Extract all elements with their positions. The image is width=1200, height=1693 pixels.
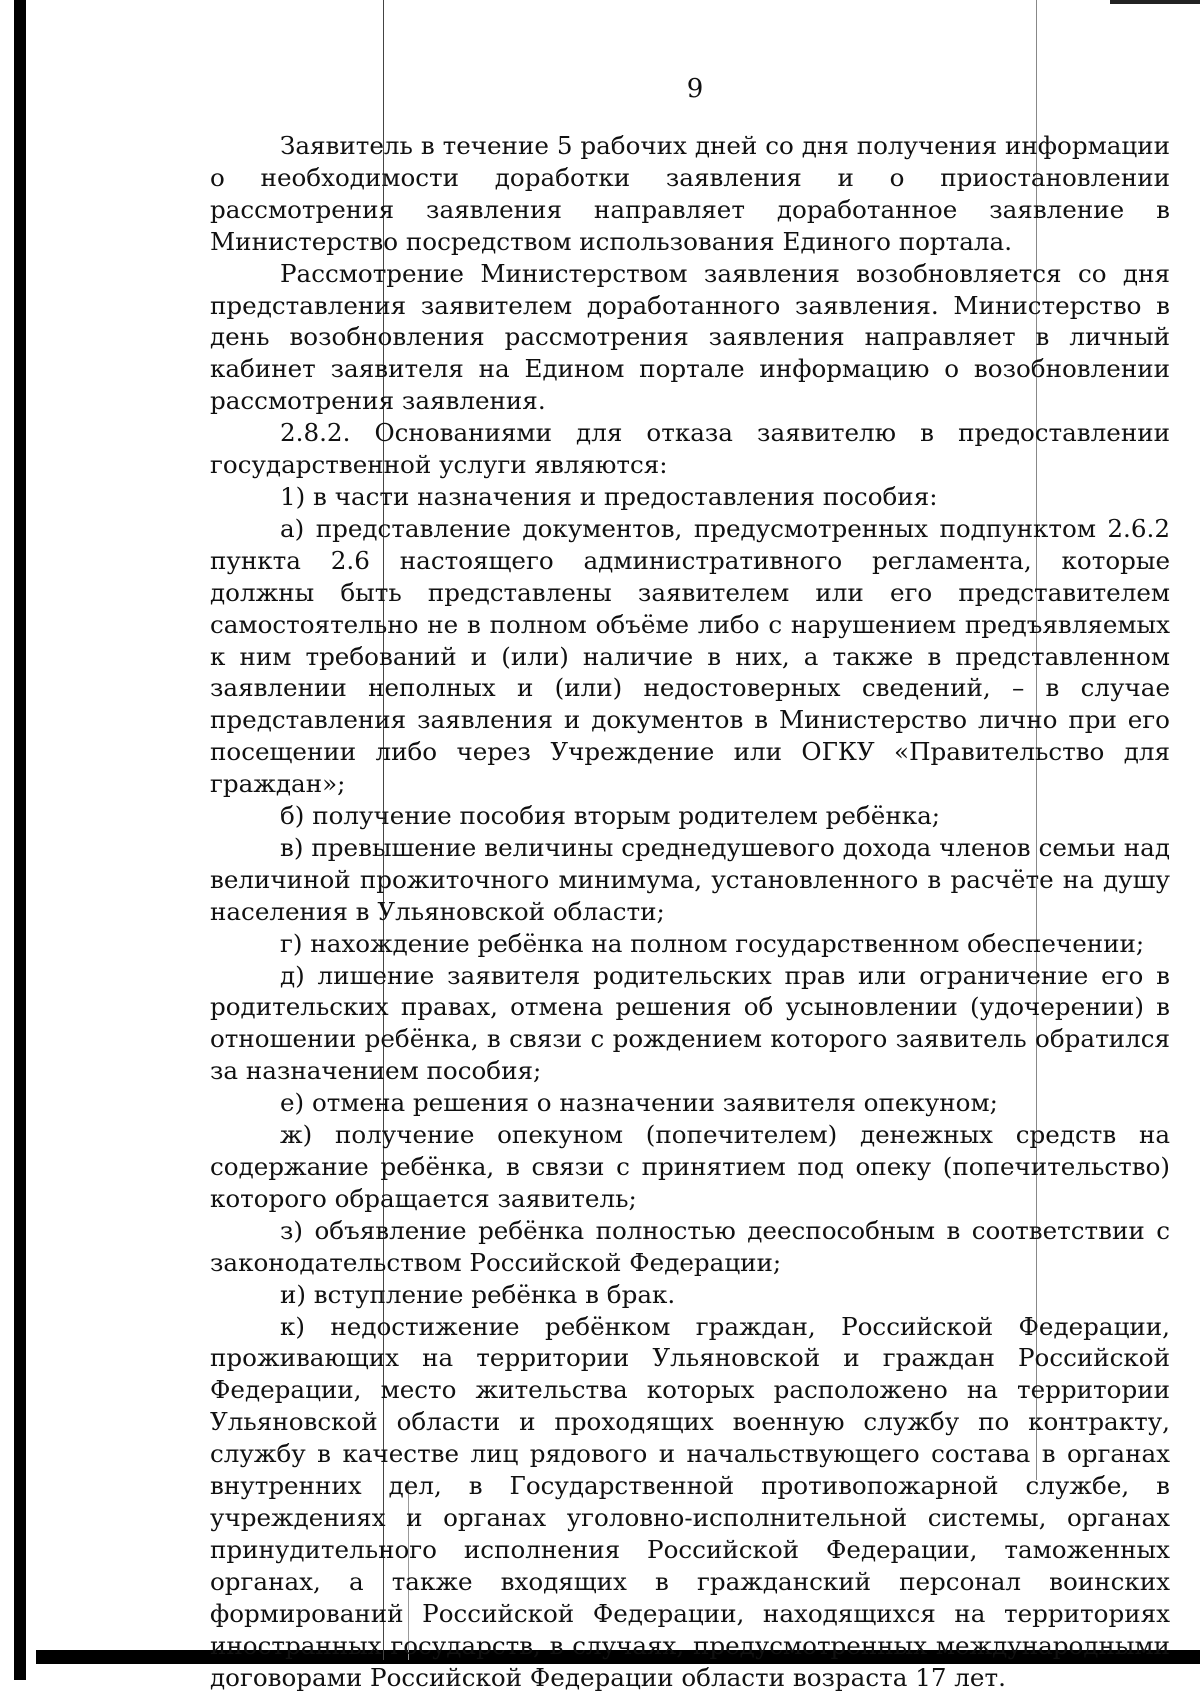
paragraph: а) представление документов, предусмотренных подпунктом 2.6.2 пункта 2.6 настоящего административного регламента, которые должны быть представлены заявителем или его представителем самостоятельно не в полном объёме либо с нарушением предъявляемых к ним требований и (или) наличие в них, а также в представленном заявлении неполных и (или) недостоверных сведений, – в случае представления заявления и документов в Министерство лично при его посещении либо через Учреждение или ОГКУ «Правительство для граждан»; bbox=[210, 513, 1170, 799]
paragraph: е) отмена решения о назначении заявителя опекуном; bbox=[280, 1088, 998, 1118]
paragraph: к) недостижение ребёнком граждан, Российской Федерации, проживающих на территории Ульяновской и граждан Российской Федерации, место жительства которых расположено на территории Ульяновской области и проходящих военную службу по контракту, службу в качестве лиц рядового и начальствующего состава в органах внутренних дел, в Государственной противопожарной службе, в учреждениях и органах уголовно-исполнительной системы, органах принудительного исполнения Российской Федерации, таможенных органах, а также входящих в гражданский персонал воинских формирований Российской Федерации, находящихся на территориях иностранных государств, в случаях, предусмотренных международными договорами Российской Федерации области возраста 17 лет. bbox=[210, 1311, 1170, 1692]
paragraph: 1) в части назначения и предоставления пособия: bbox=[280, 481, 938, 511]
scan-edge-top bbox=[1110, 0, 1200, 4]
scan-edge-left bbox=[14, 0, 26, 1680]
paragraph: ж) получение опекуном (попечителем) денежных средств на содержание ребёнка, в связи с принятием под опеку (попечительство) которого обращается заявитель; bbox=[210, 1120, 1170, 1213]
paragraph: Рассмотрение Министерством заявления возобновляется со дня представления заявителем доработанного заявления. Министерство в день возобновления рассмотрения заявления направляет в личный кабинет заявителя на Едином портале информацию о возобновлении рассмотрения заявления. bbox=[210, 258, 1170, 416]
paragraph: б) получение пособия вторым родителем ребёнка; bbox=[280, 801, 941, 831]
page-number: 9 bbox=[686, 74, 704, 104]
paragraph: и) вступление ребёнка в брак. bbox=[280, 1279, 676, 1309]
paragraph: з) объявление ребёнка полностью дееспособным в соответствии с законодательством Российской Федерации; bbox=[210, 1215, 1170, 1277]
paragraph: г) нахождение ребёнка на полном государственном обеспечении; bbox=[280, 928, 1145, 958]
document-body bbox=[210, 130, 1170, 1693]
paragraph: д) лишение заявителя родительских прав или ограничение его в родительских правах, отмена решения об усыновлении (удочерении) в отношении ребёнка, в связи с рождением которого заявитель обратился за назначением пособия; bbox=[210, 960, 1170, 1086]
paragraph: Заявитель в течение 5 рабочих дней со дня получения информации о необходимости доработки заявления и о приостановлении рассмотрения заявления направляет доработанное заявление в Министерство посредством использования Единого портала. bbox=[210, 131, 1170, 256]
paragraph: 2.8.2. Основаниями для отказа заявителю в предоставлении государственной услуги являются: bbox=[210, 418, 1170, 480]
paragraph: в) превышение величины среднедушевого дохода членов семьи над величиной прожиточного минимума, установленного в расчёте на душу населения в Ульяновской области; bbox=[210, 832, 1170, 926]
